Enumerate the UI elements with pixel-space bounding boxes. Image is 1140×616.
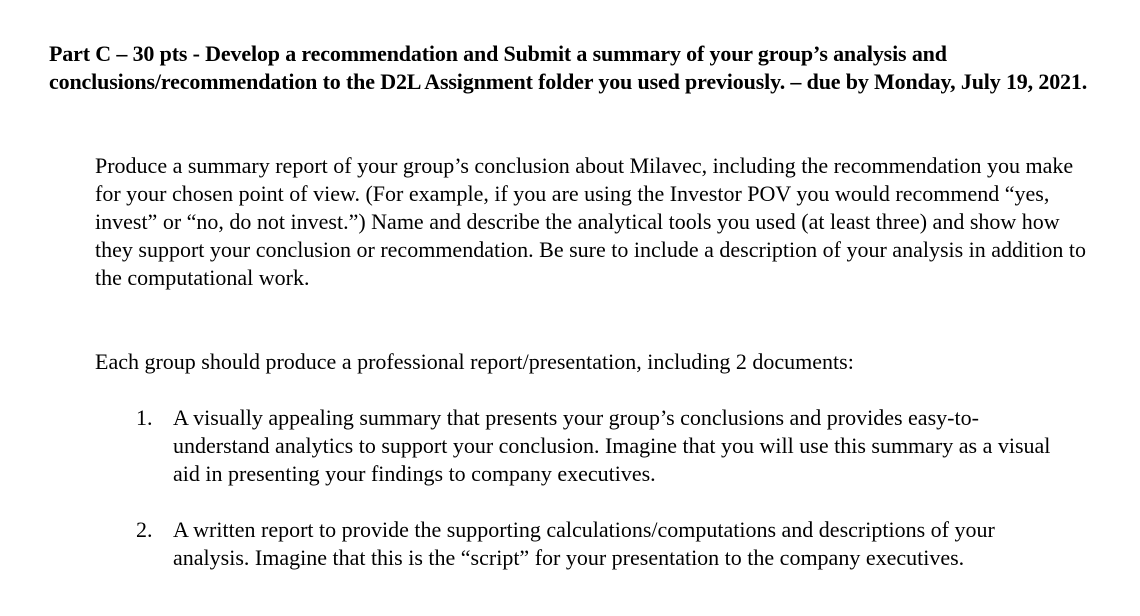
deliverables-intro-paragraph: Each group should produce a professional report/presentation, including 2 documents: bbox=[95, 349, 854, 374]
list-item-text: A written report to provide the supporting calculations/computations and descriptions of your analysis. Imagine that this is the “script” for your presentation to the company executives. bbox=[173, 517, 995, 570]
list-item-text: A visually appealing summary that presents your group’s conclusions and provides easy-to-understand analytics to support your conclusion. Imagine that you will use this summary as a visual aid in presenting your findings to company executives. bbox=[173, 405, 1051, 486]
section-heading: Part C – 30 pts - Develop a recommendation and Submit a summary of your group’s analysis and conclusions/recommendation to the D2L Assignment folder you used previously. – due by Monday, July 19, 2021. bbox=[49, 41, 1088, 94]
summary-instructions-paragraph: Produce a summary report of your group’s conclusion about Milavec, including the recommendation you make for your chosen point of view. (For example, if you are using the Investor POV you would recommend “yes, invest” or “no, do not invest.”) Name and describe the analytical tools you used (at least three) and show how they support your conclusion or recommendation. Be sure to include a description of your analysis in addition to the computational work. bbox=[95, 153, 1087, 290]
list-number: 2. bbox=[136, 517, 153, 542]
list-number: 1. bbox=[136, 405, 153, 430]
